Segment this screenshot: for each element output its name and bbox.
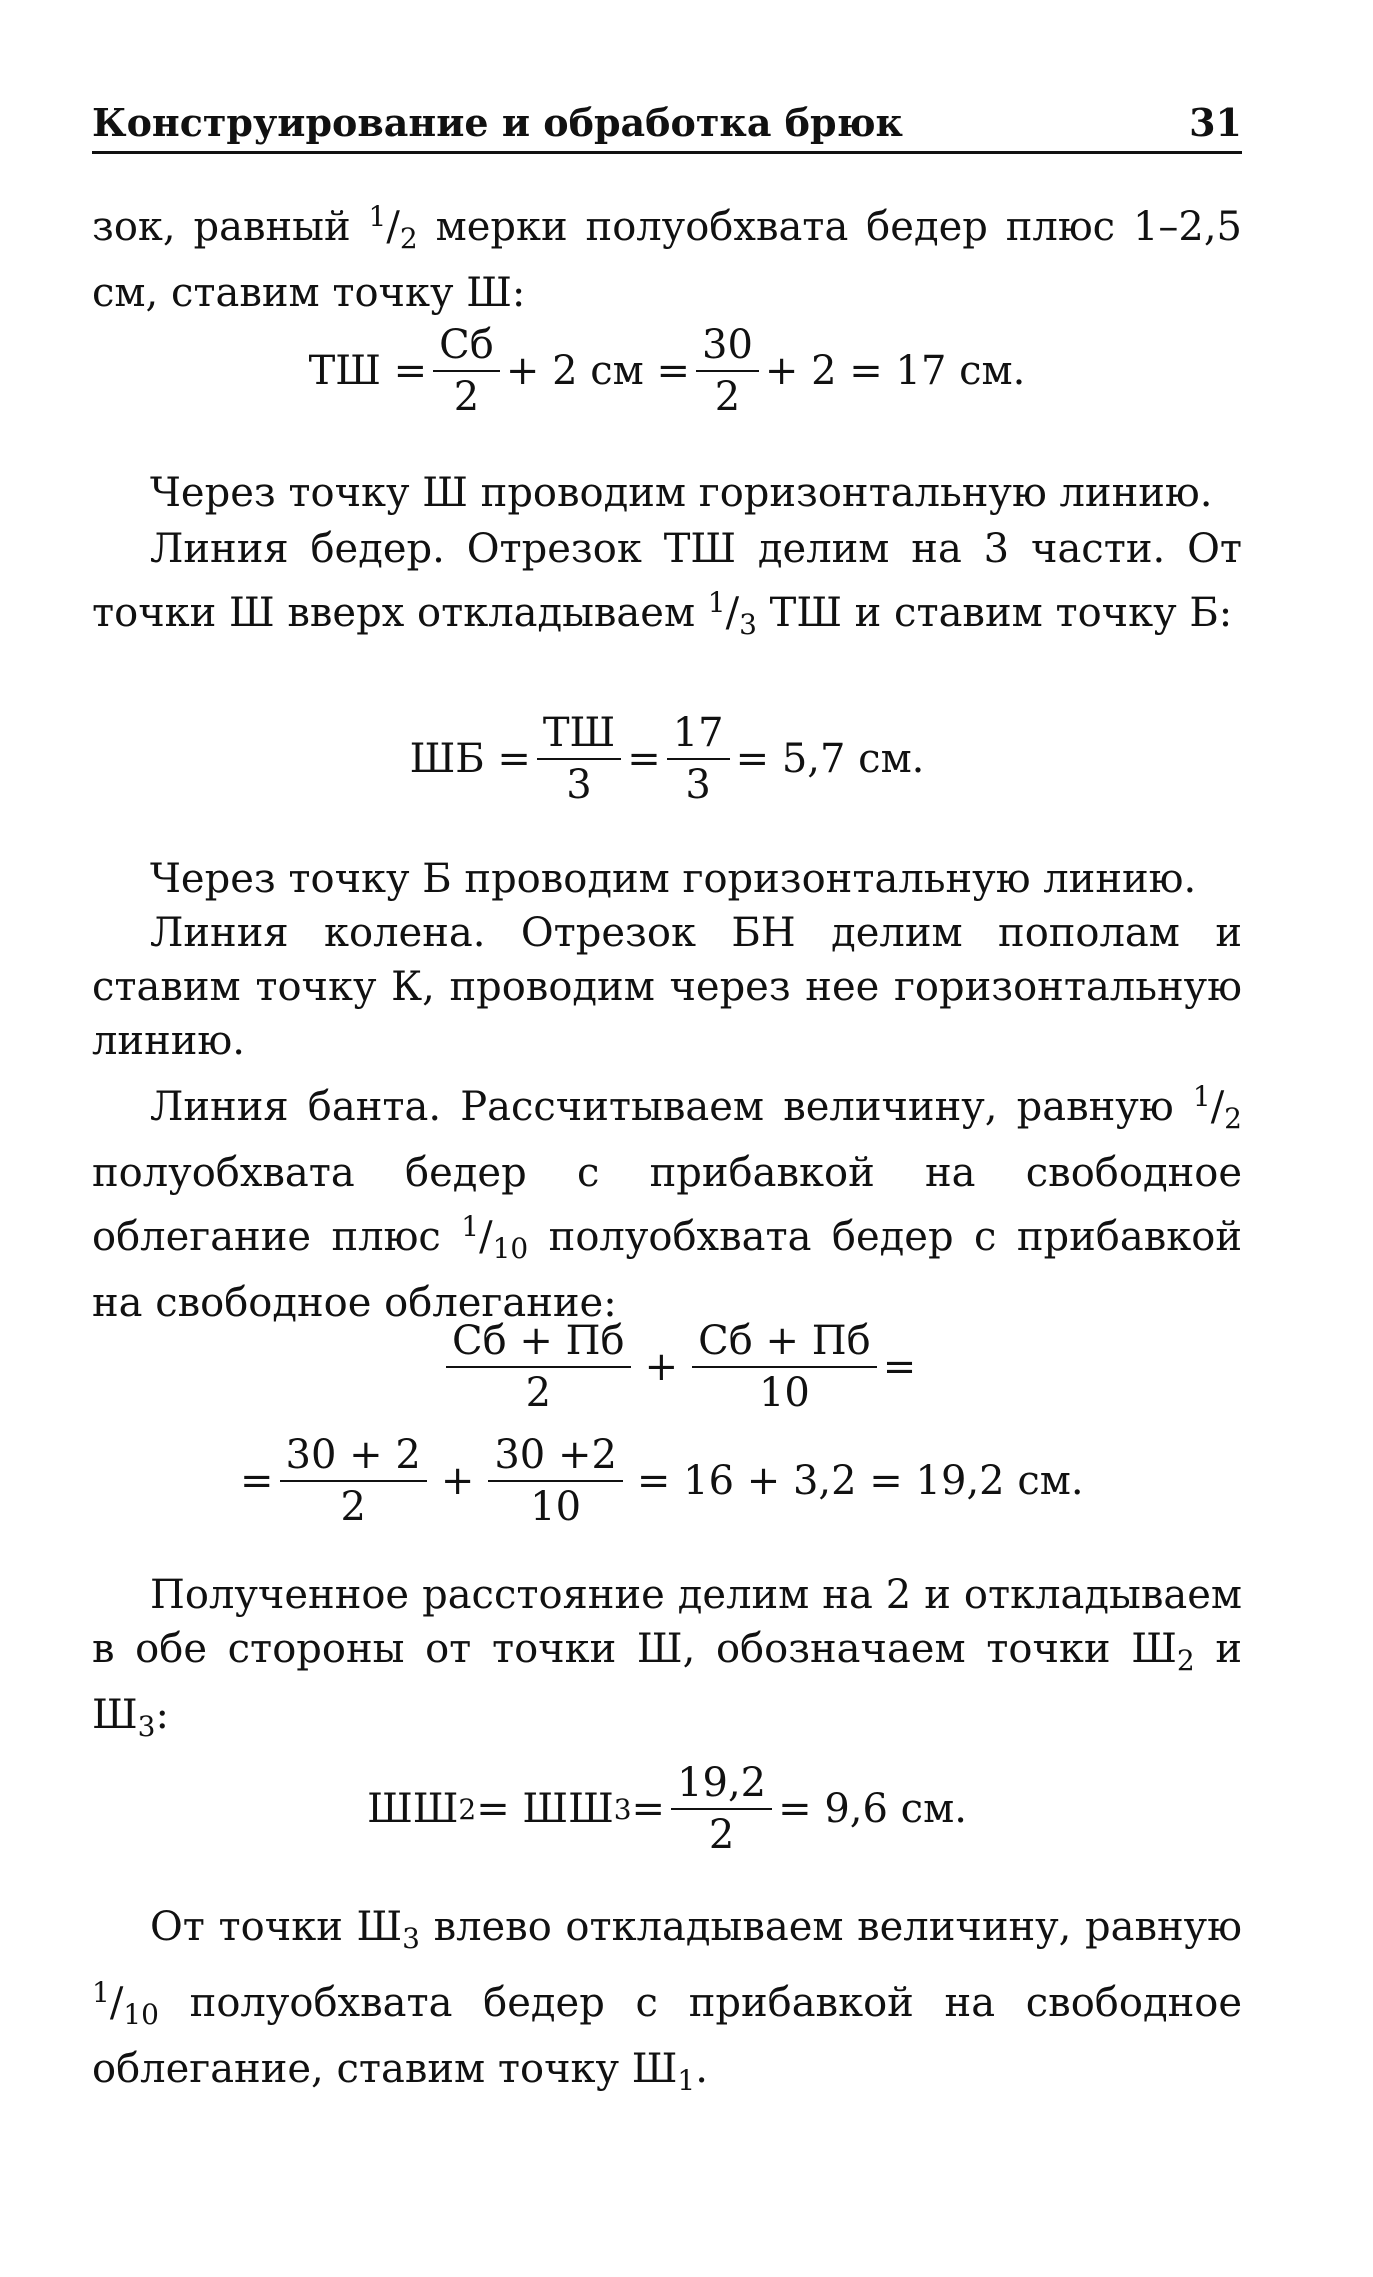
formula-shb: ШБ = $\frac{ТШ}{3}$ = $\frac{17}{3}$ = 5,7 см. [409, 710, 925, 808]
fraction: $\frac{30}{2}$ [696, 322, 759, 420]
paragraph-6: Линия банта. Рассчитываем величину, равную $^1/_2$ полуобхвата бедер с прибавкой на свободное облегание плюс $^1/_{10}$ полуобхвата бедер с прибавкой на свободное облегание: [92, 1080, 1242, 1326]
formula-bant-2: = $\frac{30 + 2}{2}$ + $\frac{30 +2}{10}$ = 16 + 3,2 = 19,2 см. [240, 1432, 1084, 1530]
page-number: 31 [1189, 100, 1242, 145]
fraction: $\frac{30 +2}{10}$ [488, 1432, 623, 1530]
formula-shsh: ШШ 2 = ШШ 3 = $\frac{19,2}{2}$ = 9,6 см. [367, 1760, 967, 1858]
paragraph-3: Линия бедер. Отрезок ТШ делим на 3 части. От точки Ш вверх откладываем $^1/_3$ ТШ и ставим точку Б: [92, 526, 1242, 641]
fraction: $\frac{ТШ}{3}$ [537, 710, 621, 808]
inline-fraction: $^1/_{10}$ [92, 1976, 159, 2031]
paragraph-5: Линия колена. Отрезок БН делим пополам и ставим точку К, проводим через нее горизонтальную линию. [92, 910, 1242, 1064]
running-header [92, 98, 1242, 154]
inline-fraction: $^1/_2$ [368, 200, 418, 255]
paragraph-8: От точки $Ш_3$ влево откладываем величину, равную $^1/_{10}$ полуобхвата бедер с прибавкой на свободное облегание, ставим точку $Ш_1$. [92, 1904, 1242, 2097]
fraction: $\frac{Сб + Пб}{10}$ [692, 1318, 877, 1416]
fraction: $\frac{17}{3}$ [667, 710, 730, 808]
paragraph-1: зок, равный $^1/_2$ мерки полуобхвата бедер плюс 1–2,5 см, ставим точку Ш: [92, 200, 1243, 316]
inline-fraction: $^1/_3$ [707, 586, 757, 641]
fraction: $\frac{30 + 2}{2}$ [280, 1432, 427, 1530]
paragraph-2: Через точку Ш проводим горизонтальную линию. [150, 470, 1213, 516]
fraction: $\frac{19,2}{2}$ [671, 1760, 772, 1858]
formula-tsh: ТШ = $\frac{Сб}{2}$ + 2 см = $\frac{30}{2}$ + 2 = 17 см. [308, 322, 1026, 420]
fraction: $\frac{Сб}{2}$ [433, 322, 500, 420]
formula-bant-1: $\frac{Сб + Пб}{2}$ + $\frac{Сб + Пб}{10}$ = [440, 1318, 1040, 1416]
inline-fraction: $^1/_2$ [1192, 1080, 1242, 1135]
paragraph-4: Через точку Б проводим горизонтальную линию. [150, 856, 1197, 902]
fraction: $\frac{Сб + Пб}{2}$ [446, 1318, 631, 1416]
chapter-title: Конструирование и обработка брюк [92, 100, 903, 145]
inline-fraction: $^1/_{10}$ [461, 1210, 529, 1265]
paragraph-7: Полученное расстояние делим на 2 и откладываем в обе стороны от точки Ш, обозначаем точки $Ш_2$ и $Ш_3$: [92, 1572, 1242, 1743]
